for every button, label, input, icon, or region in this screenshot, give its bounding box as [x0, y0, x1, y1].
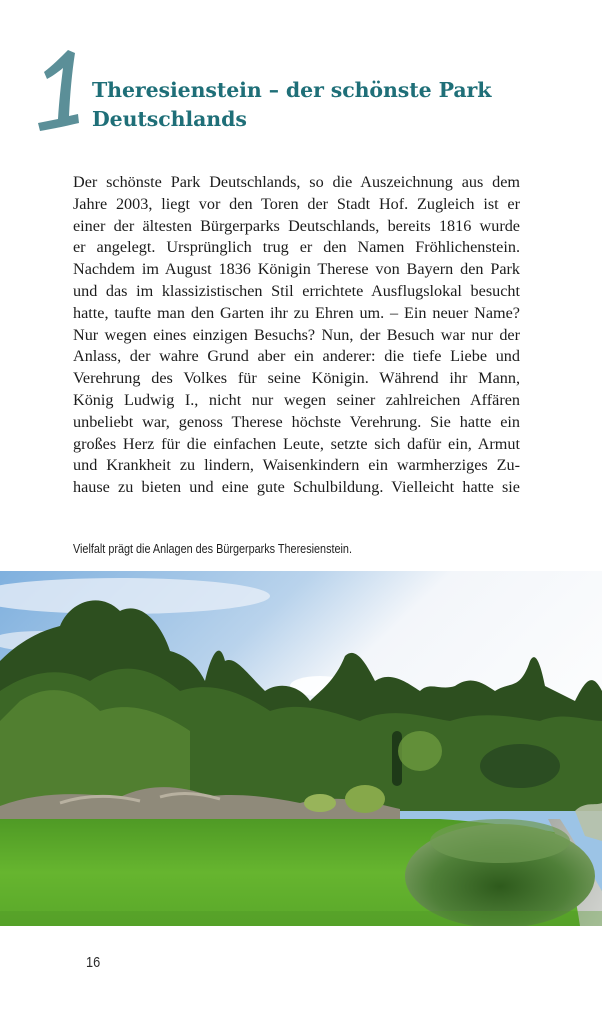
body-line: Anlass, der wahre Grund aber ein anderer: die tiefe Liebe und: [73, 347, 520, 366]
body-paragraph: [73, 172, 520, 499]
chapter-title-line-1: Theresienstein – der schönste Park: [92, 78, 492, 102]
page-number: 16: [86, 954, 101, 971]
park-photo-illustration: [0, 571, 602, 926]
body-line: Der schönste Park Deutschlands, so die Auszeichnung aus dem: [73, 173, 520, 191]
body-line: Nur wegen eines einzigen Besuchs? Nun, der Besuch war nur der: [73, 325, 520, 344]
body-line: unbeliebt war, genoss Therese höchste Verehrung. Sie hatte ein: [73, 412, 520, 431]
body-line: hause zu bieten und eine gute Schulbildung. Vielleicht hatte sie: [73, 478, 520, 497]
body-line: hatte, taufte man den Garten ihr zu Ehren um. – Ein neuer Name?: [73, 303, 520, 322]
chapter-number-brush-one-icon: [34, 46, 80, 132]
body-line: und Krankheit zu lindern, Waisenkindern ein warmherziges Zu-: [73, 456, 520, 475]
park-photo: [0, 571, 602, 926]
chapter-title-line-2: Deutschlands: [92, 107, 247, 131]
body-line: König Ludwig I., nicht nur wegen seiner zahlreichen Affären: [73, 390, 520, 409]
chapter-number: [34, 46, 80, 132]
body-line: und das im klassizistischen Stil errichtete Ausflugslokal besucht: [73, 281, 520, 300]
body-line: Verehrung des Volkes für seine Königin. Während ihr Mann,: [73, 369, 520, 388]
body-line: einer der ältesten Bürgerparks Deutschlands, bereits 1816 wurde: [73, 216, 520, 235]
body-line: Nachdem im August 1836 Königin Therese von Bayern den Park: [73, 260, 520, 279]
body-line: er angelegt. Ursprünglich trug er den Namen Fröhlichenstein.: [73, 238, 520, 257]
body-line: großes Herz für die einfachen Leute, setzte sich dafür ein, Armut: [73, 434, 520, 453]
body-line: Jahre 2003, liegt vor den Toren der Stadt Hof. Zugleich ist er: [73, 194, 520, 213]
chapter-title: [92, 76, 522, 134]
figure-caption: Vielfalt prägt die Anlagen des Bürgerparks Theresienstein.: [73, 542, 352, 556]
